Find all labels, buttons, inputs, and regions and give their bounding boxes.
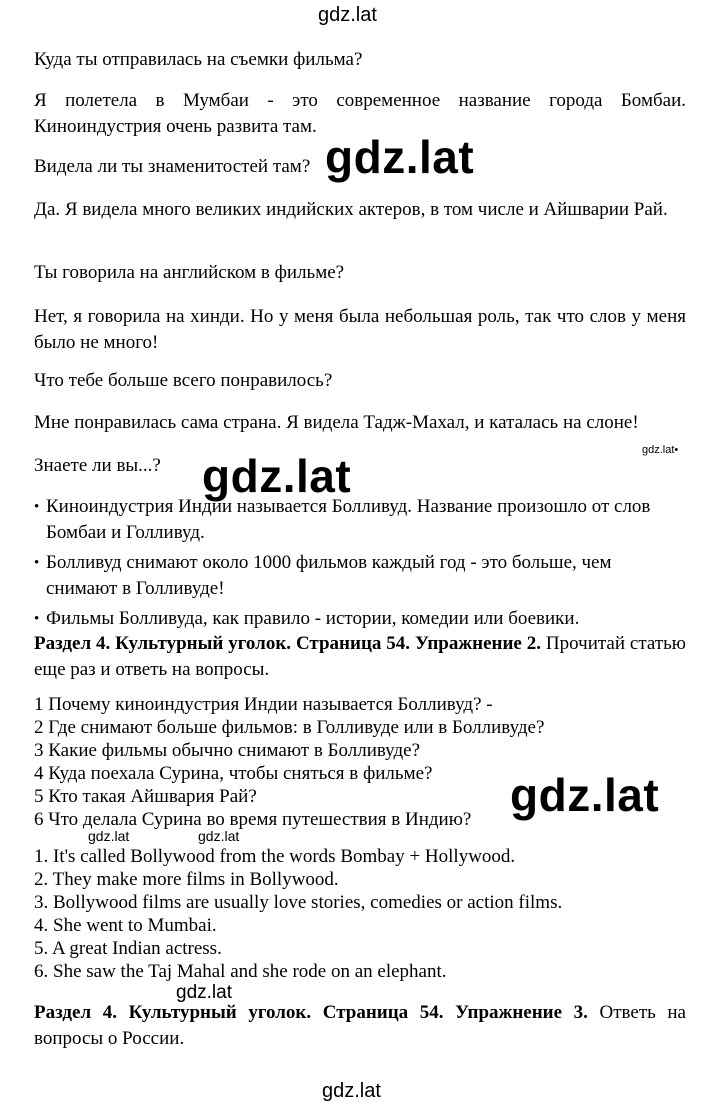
dialogue-question: Куда ты отправилась на съемки фильма?	[34, 49, 363, 70]
watermark-large: gdz.lat	[202, 450, 352, 502]
dialogue-answer: Да. Я видела много великих индийских актеров, в том числе и Айшварии Рай.	[34, 199, 668, 220]
dialogue-answer: Я полетела в Мумбаи - это современное название города Бомбаи. Киноиндустрия очень развита там.	[34, 90, 686, 137]
question-item: 4 Куда поехала Сурина, чтобы сняться в фильме?	[34, 763, 433, 784]
answer-item: 2. They make more films in Bollywood.	[34, 869, 339, 890]
question-item: 2 Где снимают больше фильмов: в Голливуде или в Болливуде?	[34, 717, 545, 738]
fact-text: Болливуд снимают около 1000 фильмов каждый год - это больше, чем снимают в Голливуде!	[46, 552, 612, 599]
watermark-large: gdz.lat	[510, 769, 660, 821]
section-instruction: Прочитай статью еще раз и ответь на вопросы.	[34, 633, 686, 680]
question-item: 1 Почему киноиндустрия Индии называется Болливуд? -	[34, 694, 493, 715]
facts-heading: Знаете ли вы...?	[34, 455, 161, 476]
dialogue-question: Ты говорила на английском в фильме?	[34, 262, 345, 283]
bullet-icon: •	[34, 555, 40, 571]
facts-list	[34, 494, 686, 636]
watermark-small: gdz.lat	[88, 828, 130, 844]
list-item	[34, 550, 686, 602]
dialogue-answer: Нет, я говорила на хинди. Но у меня была небольшая роль, так что слов у меня было не много!	[34, 306, 686, 353]
fact-text: Киноиндустрия Индии называется Болливуд. Название произошло от слов Бомбаи и Голливуд.	[46, 496, 651, 543]
watermark-large: gdz.lat	[325, 131, 475, 183]
question-item: 3 Какие фильмы обычно снимают в Болливуде?	[34, 740, 421, 761]
list-item	[34, 494, 686, 546]
section-heading	[34, 1000, 686, 1052]
section-title: Раздел 4. Культурный уголок. Страница 54. Упражнение 3.	[34, 1002, 588, 1023]
watermark-top: gdz.lat	[318, 4, 377, 26]
watermark-small: gdz.lat	[176, 982, 232, 1003]
dialogue-answer: Мне понравилась сама страна. Я видела Тадж-Махал, и каталась на слоне!	[34, 412, 639, 433]
watermark-bottom: gdz.lat	[322, 1080, 381, 1102]
bullet-icon: •	[34, 499, 40, 515]
answers-list	[34, 845, 694, 983]
answer-item: 5. A great Indian actress.	[34, 938, 222, 959]
section-heading	[34, 631, 686, 683]
bullet-icon: •	[34, 611, 40, 627]
watermark-small: gdz.lat	[198, 828, 240, 844]
answer-item: 6. She saw the Taj Mahal and she rode on an elephant.	[34, 961, 447, 982]
question-item: 6 Что делала Сурина во время путешествия в Индию?	[34, 809, 472, 830]
question-item: 5 Кто такая Айшвария Рай?	[34, 786, 257, 807]
questions-list	[34, 693, 694, 831]
answer-item: 3. Bollywood films are usually love stories, comedies or action films.	[34, 892, 563, 913]
watermark-small: gdz.lat•	[642, 444, 679, 456]
fact-text: Фильмы Болливуда, как правило - истории, комедии или боевики.	[46, 608, 580, 629]
answer-item: 4. She went to Mumbai.	[34, 915, 217, 936]
list-item	[34, 606, 686, 632]
answer-item: 1. It's called Bollywood from the words Bombay + Hollywood.	[34, 846, 516, 867]
section-instruction: Ответь на вопросы о России.	[34, 1002, 686, 1049]
section-title: Раздел 4. Культурный уголок. Страница 54. Упражнение 2.	[34, 633, 542, 654]
dialogue-question: Что тебе больше всего понравилось?	[34, 370, 333, 391]
dialogue-question: Видела ли ты знаменитостей там?	[34, 156, 311, 177]
